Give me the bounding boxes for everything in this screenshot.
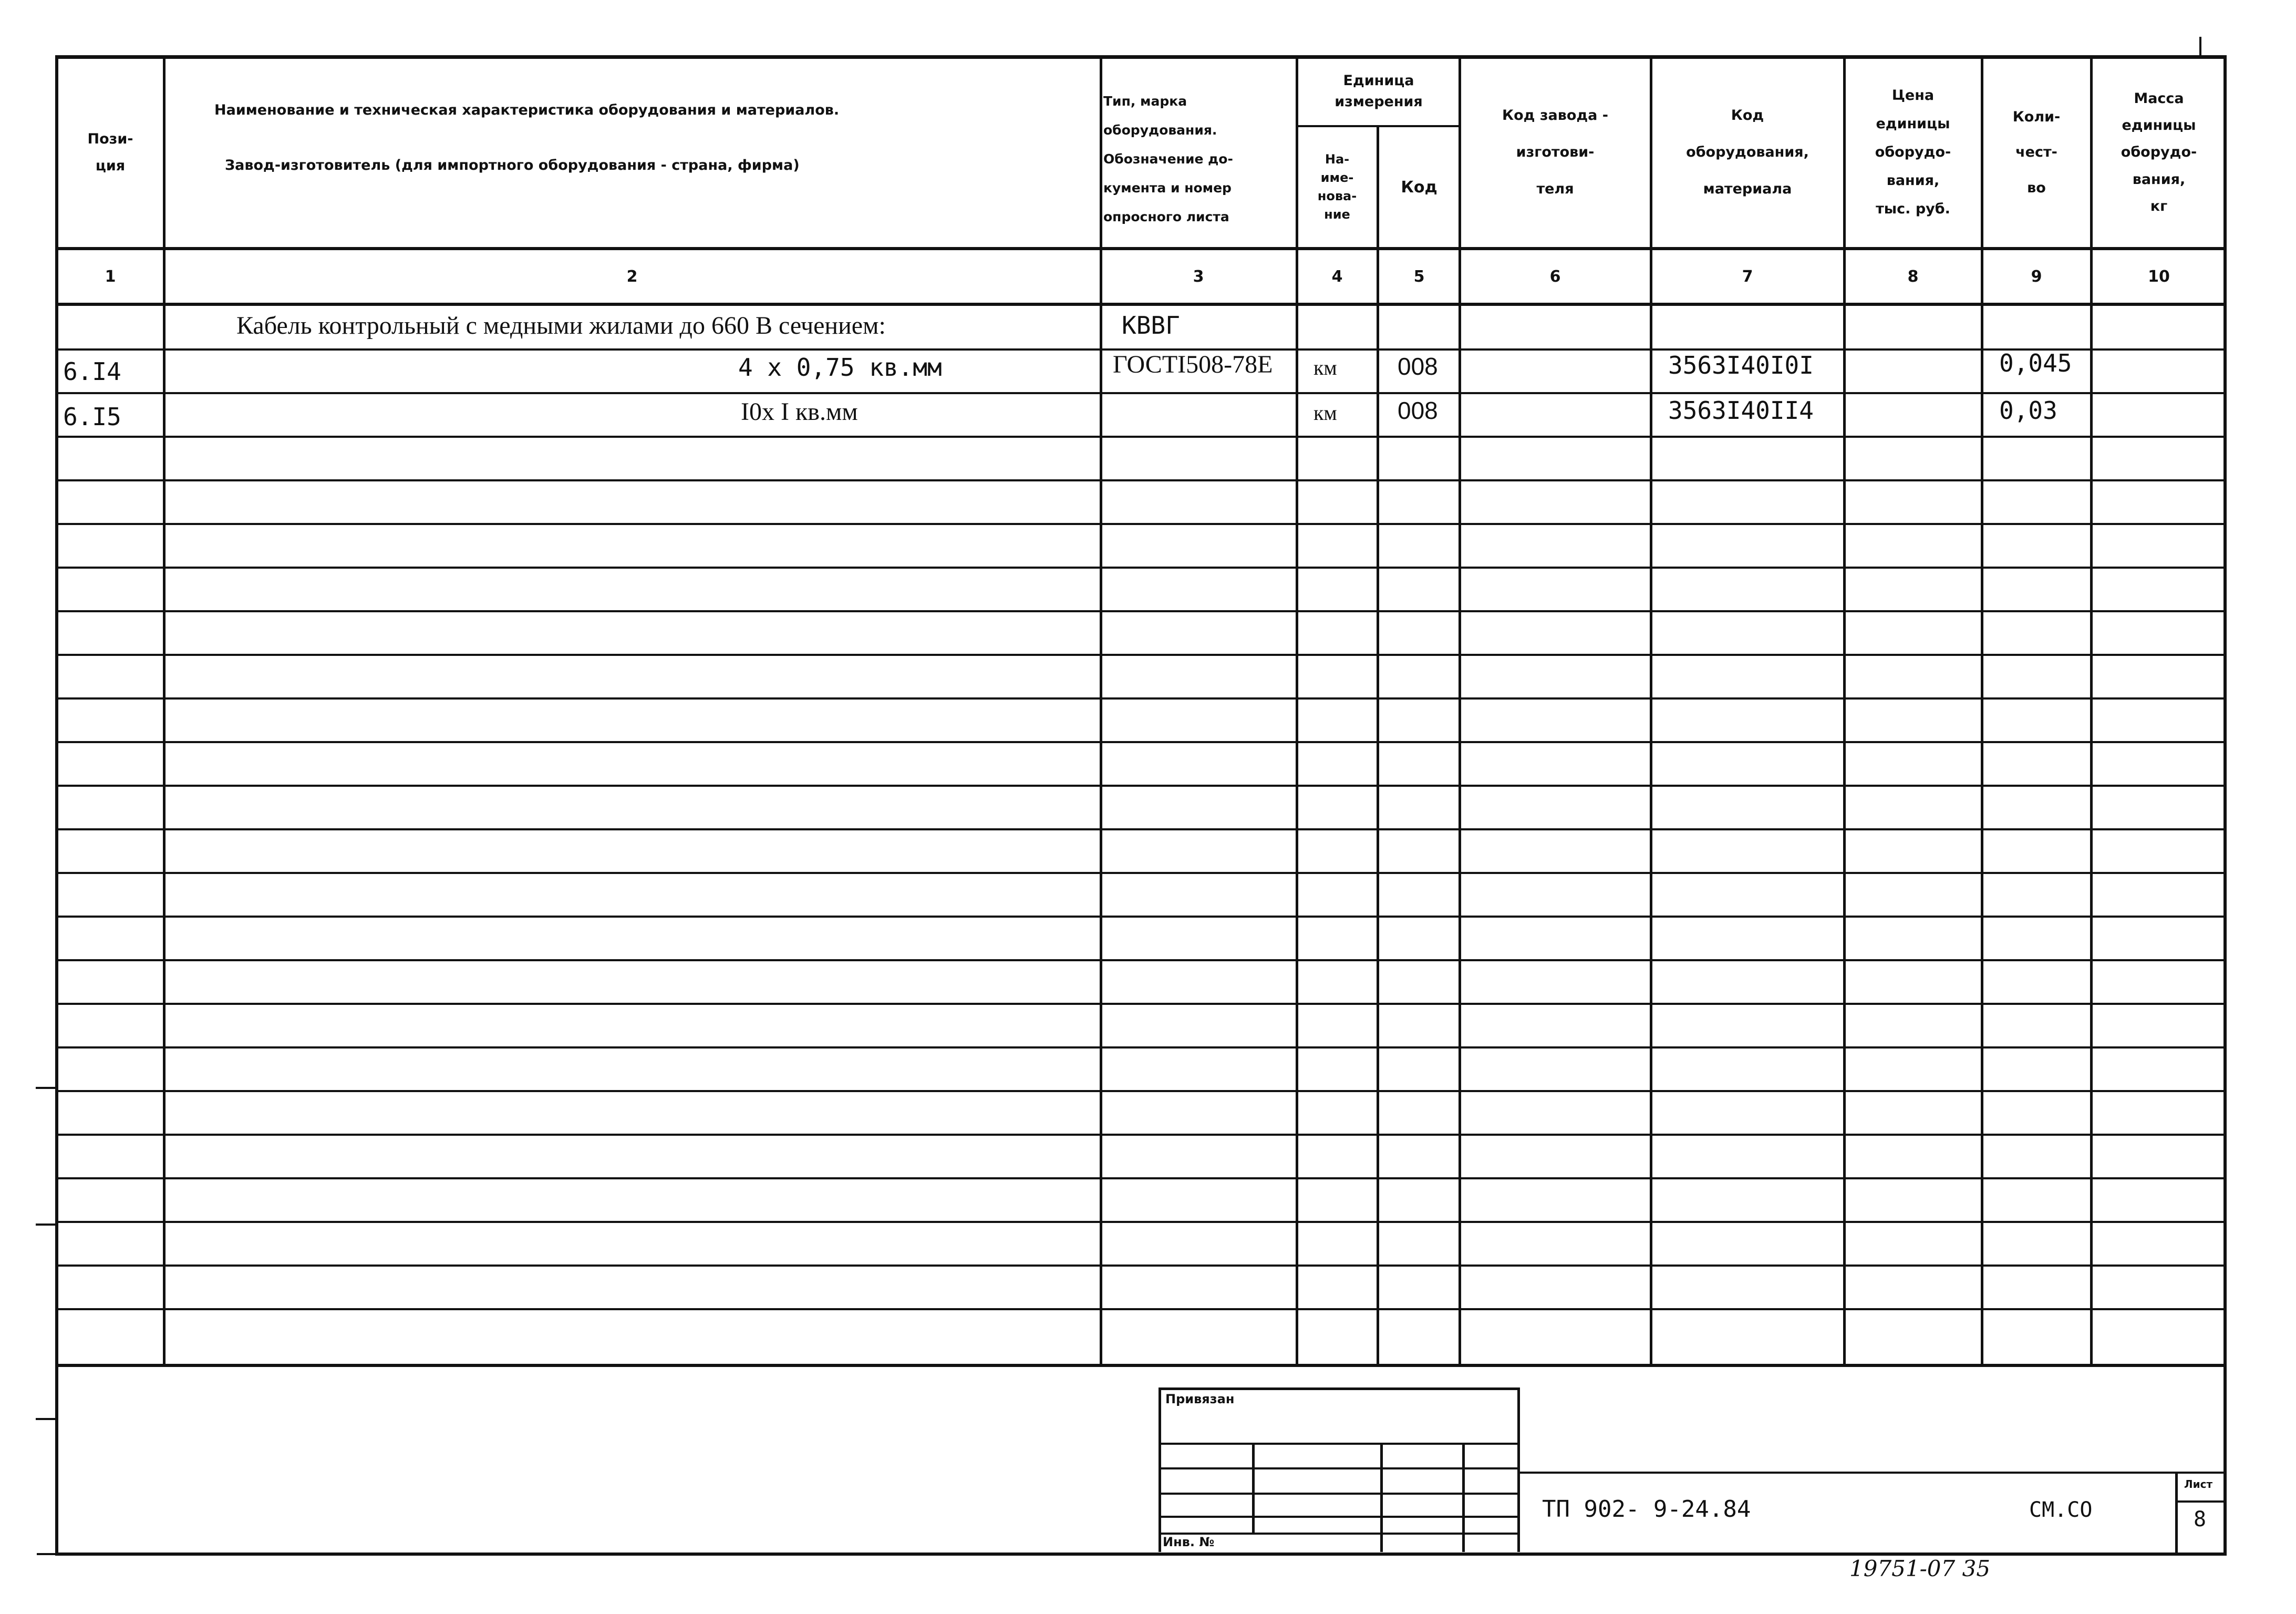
corner-mark [2199,37,2201,56]
header-name-line1: Наименование и техническая характеристика оборудования и материалов. [214,102,840,119]
column-number: 4 [1331,267,1343,286]
row-material-code: 3563I40I0I [1668,351,1814,379]
row-unit: км [1314,356,1337,379]
column-number: 3 [1193,267,1204,286]
stamp-privyazan-label: Привязан [1165,1392,1235,1406]
row-position: 6.I4 [63,357,121,386]
column-number: 9 [2031,267,2042,286]
header-material-code: Код оборудования, материала [1686,107,1809,198]
column-number: 6 [1549,267,1561,286]
sheet-label: Лист [2184,1478,2213,1490]
archive-number: 19751-07 35 [1849,1556,1991,1581]
row-name: Кабель контрольный с медными жилами до 660 В сечением: [236,312,886,340]
margin-tick [36,1224,56,1226]
margin-tick [36,1087,56,1089]
row-position: 6.I5 [63,403,121,431]
header-name-line2: Завод-изготовитель (для импортного оборудования - страна, фирма) [225,157,800,174]
row-unit-code: 008 [1398,353,1438,380]
sheet-number: 8 [2194,1507,2207,1531]
header-mass: Масса единицы оборудо- вания, кг [2121,90,2197,214]
row-unit-code: 008 [1398,397,1438,424]
row-name: I0х I кв.мм [741,398,858,426]
header-price: Цена единицы оборудо- вания, тыс. руб. [1875,87,1951,217]
column-number: 2 [626,267,638,286]
row-type: КВВГ [1122,311,1180,340]
header-type: Тип, марка оборудования. Обозначение до- кумента и номер опросного листа [1103,94,1233,224]
row-name: 4 х 0,75 кв.мм [738,353,942,382]
column-number: 1 [105,267,116,286]
stamp-inventory-label: Инв. № [1163,1535,1215,1549]
column-number: 10 [2148,267,2170,286]
row-quantity: 0,03 [1999,396,2057,425]
column-number: 7 [1742,267,1753,286]
row-type: ГОСТI508-78Е [1113,351,1273,378]
document-suffix: СМ.СО [2029,1498,2093,1522]
document-code: ТП 902- 9-24.84 [1542,1496,1751,1523]
header-unit-name: На- име- нова- ние [1317,152,1357,222]
header-position: Пози- ция [87,130,133,174]
row-unit: км [1314,401,1337,425]
header-unit-group: Единица измерения [1335,72,1423,110]
column-number: 5 [1413,267,1425,286]
header-unit-code: Код [1401,178,1437,197]
header-quantity: Коли- чест- во [2012,108,2061,196]
header-factory-code: Код завода - изготови- теля [1502,107,1608,198]
row-material-code: 3563I40II4 [1668,396,1814,425]
row-quantity: 0,045 [1999,349,2072,377]
margin-tick [36,1418,56,1420]
column-number: 8 [1907,267,1919,286]
